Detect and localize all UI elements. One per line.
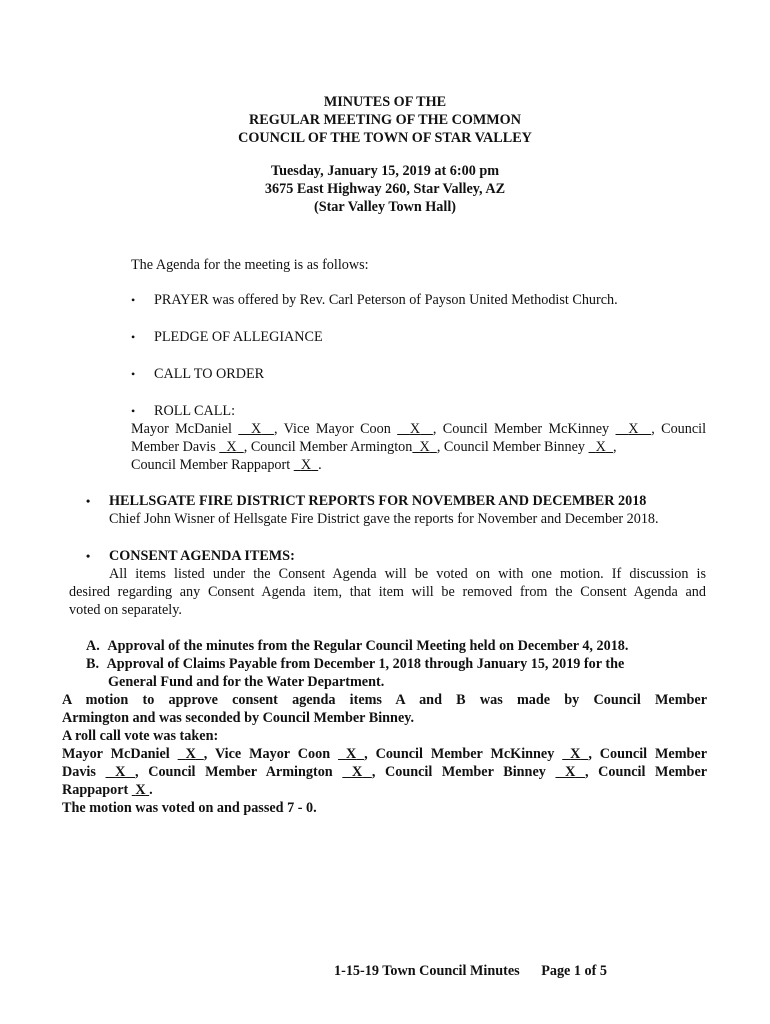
bullet-icon: • <box>131 404 136 418</box>
vote-line-1: Mayor McDaniel X , Vice Mayor Coon X , Council Member McKinney X , Council Member <box>62 746 708 762</box>
bullet-icon: • <box>86 494 91 508</box>
motion-result: The motion was voted on and passed 7 - 0. <box>62 800 317 816</box>
bullet-icon: • <box>86 549 91 563</box>
header-line-1: MINUTES OF THE <box>323 94 447 110</box>
roll-call-line-2: Member Davis X , Council Member Armington X , Council Member Binney X , <box>131 439 617 455</box>
consent-item-a: A. Approval of the minutes from the Regular Council Meeting held on December 4, 2018. <box>86 638 629 654</box>
member-name: , Council Member McKinney <box>432 421 610 437</box>
agenda-item-pledge <box>131 328 323 346</box>
vote-line-3: Rappaport X . <box>62 782 153 798</box>
vote-mark: X <box>565 764 576 780</box>
present-mark: X <box>595 439 606 455</box>
agenda-item-call-to-order <box>131 365 265 383</box>
vote-mark: X <box>351 764 363 780</box>
hellsgate-text: Chief John Wisner of Hellsgate Fire District gave the reports for November and December 2018. <box>109 511 659 527</box>
member-name: , Council <box>651 421 707 437</box>
present-mark: X <box>226 439 237 455</box>
motion-line-1: A motion to approve consent agenda items A and B was made by Council Member <box>62 692 707 708</box>
vote-mark: X <box>185 746 196 762</box>
roll-call-heading: ROLL CALL: <box>154 403 236 419</box>
bullet-icon: • <box>131 293 136 307</box>
page-footer <box>334 962 607 980</box>
member-name: , Vice Mayor Coon <box>273 421 391 437</box>
consent-line-2: desired regarding any Consent Agenda item, that item will be removed from the Consent Agenda and <box>69 584 706 600</box>
roll-call-attendance <box>131 420 706 474</box>
present-mark: X <box>409 421 421 437</box>
consent-heading: • CONSENT AGENDA ITEMS: <box>86 548 295 564</box>
header-line-2: REGULAR MEETING OF THE COMMON <box>249 112 521 128</box>
roll-call-line-3: Council Member Rappaport X . <box>131 457 322 473</box>
motion-line-2: Armington and was seconded by Council Member Binney. <box>62 710 415 726</box>
vote-mark: X <box>570 746 581 762</box>
vote-line-2: Davis X , Council Member Armington X , Council Member Binney X , Council Member <box>62 764 708 780</box>
member-name: Mayor McDaniel <box>131 421 232 437</box>
present-mark: X <box>419 439 430 455</box>
header-line-3: COUNCIL OF THE TOWN OF STAR VALLEY <box>238 130 532 146</box>
pledge-text: PLEDGE OF ALLEGIANCE <box>154 329 323 345</box>
vote-mark: X <box>115 764 126 780</box>
consent-line-1: All items listed under the Consent Agenda will be voted on with one motion. If discussion is <box>109 566 706 582</box>
bullet-icon: • <box>131 330 136 344</box>
hellsgate-heading: • HELLSGATE FIRE DISTRICT REPORTS FOR NOVEMBER AND DECEMBER 2018 <box>86 493 647 509</box>
consent-item-b-cont: General Fund and for the Water Department. <box>108 674 385 690</box>
roll-call-line-1 <box>131 420 706 438</box>
agenda-item-prayer <box>131 291 618 309</box>
agenda-item-roll-call <box>131 402 236 420</box>
meeting-date: Tuesday, January 15, 2019 at 6:00 pm <box>270 163 500 179</box>
consent-description <box>69 565 706 619</box>
motion-block <box>62 691 707 817</box>
meeting-address: 3675 East Highway 260, Star Valley, AZ <box>264 181 506 197</box>
present-mark: X <box>628 421 639 437</box>
meeting-location: (Star Valley Town Hall) <box>313 199 457 215</box>
call-to-order-text: CALL TO ORDER <box>154 366 265 382</box>
vote-mark: X <box>345 746 357 762</box>
vote-mark: X <box>135 782 146 798</box>
agenda-intro: The Agenda for the meeting is as follows: <box>131 257 369 273</box>
present-mark: X <box>300 457 312 473</box>
footer-title: 1-15-19 Town Council Minutes <box>334 963 520 979</box>
rollcall-taken: A roll call vote was taken: <box>62 728 219 744</box>
consent-line-3: voted on separately. <box>69 602 182 618</box>
document-header <box>0 93 770 216</box>
consent-item-b: B. Approval of Claims Payable from December 1, 2018 through January 15, 2019 for the <box>86 656 625 672</box>
present-mark: X <box>251 421 262 437</box>
bullet-icon: • <box>131 367 136 381</box>
prayer-text: PRAYER was offered by Rev. Carl Peterson of Payson United Methodist Church. <box>154 292 618 308</box>
page-number: Page 1 of 5 <box>541 963 608 979</box>
